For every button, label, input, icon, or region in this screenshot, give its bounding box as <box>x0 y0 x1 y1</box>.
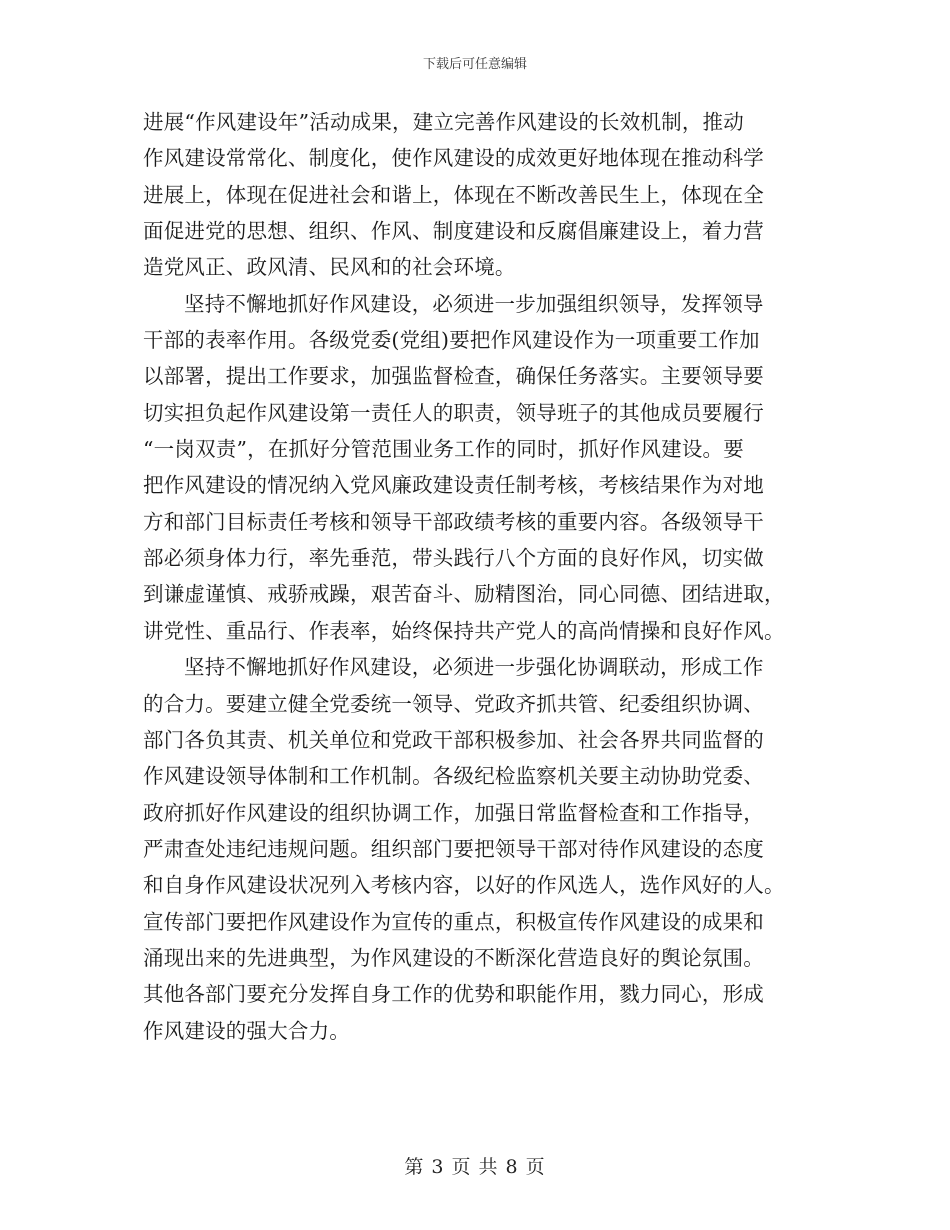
text-line: 面促进党的思想、组织、作风、制度建设和反腐倡廉建设上，着力营 <box>143 219 764 244</box>
document-body <box>143 104 808 1049</box>
text-line: 作风建设领导体制和工作机制。各级纪检监察机关要主动协助党委、 <box>143 764 764 789</box>
page-footer: 第 3 页 共 8 页 <box>404 1156 546 1178</box>
text-line: 涌现出来的先进典型，为作风建设的不断深化营造良好的舆论氛围。 <box>143 945 764 970</box>
text-line: 严肃查处违纪违规问题。组织部门要把领导干部对待作风建设的态度 <box>143 836 764 861</box>
text-line: 切实担负起作风建设第一责任人的职责，领导班子的其他成员要履行 <box>143 400 764 425</box>
text-line: 进展上，体现在促进社会和谐上，体现在不断改善民生上，体现在全 <box>143 182 764 207</box>
text-line: 方和部门目标责任考核和领导干部政绩考核的重要内容。各级领导干 <box>143 509 764 534</box>
text-line: 坚持不懈地抓好作风建设，必须进一步强化协调联动，形成工作 <box>184 655 764 680</box>
text-line: 进展“作风建设年”活动成果，建立完善作风建设的长效机制，推动 <box>143 110 744 134</box>
text-line: 作风建设的强大合力。 <box>143 1018 350 1043</box>
text-line: 其他各部门要充分发挥自身工作的优势和职能作用，戮力同心，形成 <box>143 982 764 1007</box>
text-line: 的合力。要建立健全党委统一领导、党政齐抓共管、纪委组织协调、 <box>143 691 764 716</box>
text-line: 到谦虚谨慎、戒骄戒躁，艰苦奋斗、励精图治，同心同德、团结进取， <box>143 582 785 607</box>
text-line: 把作风建设的情况纳入党风廉政建设责任制考核，考核结果作为对地 <box>143 473 764 498</box>
text-line: 造党风正、政风清、民风和的社会环境。 <box>143 255 516 280</box>
text-line: “一岗双责”，在抓好分管范围业务工作的同时，抓好作风建设。要 <box>143 437 744 462</box>
text-line: 宣传部门要把作风建设作为宣传的重点，积极宣传作风建设的成果和 <box>143 909 764 934</box>
page-header: 下载后可任意编辑 <box>422 57 527 72</box>
text-line: 作风建设常常化、制度化，使作风建设的成效更好地体现在推动科学 <box>143 146 764 171</box>
text-line: 讲党性、重品行、作表率，始终保持共产党人的高尚情操和良好作风。 <box>143 618 785 643</box>
text-line: 部必须身体力行，率先垂范，带头践行八个方面的良好作风，切实做 <box>143 546 764 571</box>
text-line: 政府抓好作风建设的组织协调工作，加强日常监督检查和工作指导， <box>143 800 764 825</box>
text-line: 以部署，提出工作要求，加强监督检查，确保任务落实。主要领导要 <box>143 364 764 389</box>
text-line: 坚持不懈地抓好作风建设，必须进一步加强组织领导，发挥领导 <box>184 291 764 316</box>
text-line: 干部的表率作用。各级党委(党组)要把作风建设作为一项重要工作加 <box>143 328 760 353</box>
text-line: 部门各负其责、机关单位和党政干部积极参加、社会各界共同监督的 <box>143 727 764 752</box>
text-line: 和自身作风建设状况列入考核内容，以好的作风选人，选作风好的人。 <box>143 873 785 898</box>
